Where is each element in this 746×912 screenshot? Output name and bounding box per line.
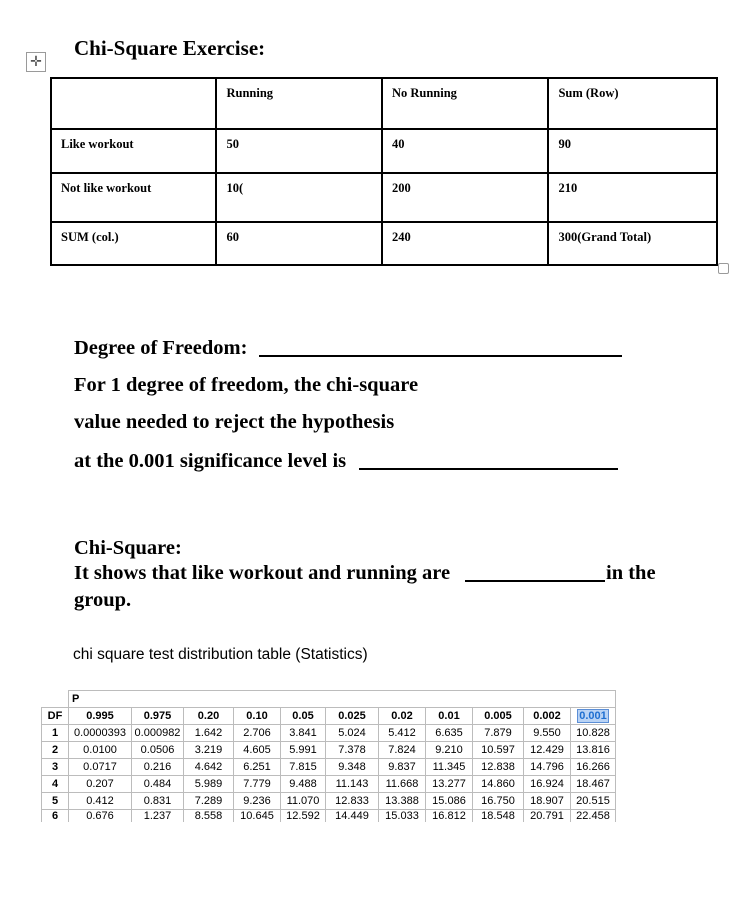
table-cell: 0.000982 [132,725,184,742]
table-cell: 11.070 [281,793,326,810]
table-row [42,691,616,708]
table-cell: 14.860 [473,776,524,793]
table-cell: 16.266 [571,759,616,776]
selected-column-header: 0.001 [579,710,607,722]
df-header: DF [42,708,69,725]
table-cell: 1.642 [184,725,234,742]
table-cell: 12.429 [524,742,571,759]
chi-square-line-end: in the [606,562,656,584]
column-header: 0.995 [69,708,132,725]
dof-label: Degree of Freedom: [74,337,248,359]
table-cell: 16.812 [426,810,473,823]
table-cell: 7.879 [473,725,524,742]
table-cell[interactable]: Running [216,78,381,129]
column-header: 0.002 [524,708,571,725]
dof-answer-blank[interactable] [259,355,622,357]
table-cell[interactable]: 240 [382,222,548,265]
table-cell: 10.828 [571,725,616,742]
table-cell: 4.642 [184,759,234,776]
table-row [51,173,717,222]
chi-square-line-start: It shows that like workout and running are [74,562,451,584]
p-label: P [69,691,616,708]
df-cell: 2 [42,742,69,759]
column-header: 0.10 [234,708,281,725]
df-cell: 6 [42,810,69,823]
table-cell: 10.645 [234,810,281,823]
table-cell: 15.086 [426,793,473,810]
table-cell[interactable]: 90 [548,129,717,173]
column-header: 0.02 [379,708,426,725]
table-row [42,725,616,742]
table-cell[interactable]: 200 [382,173,548,222]
table-row [42,793,616,810]
chi-square-line-last: group. [74,589,132,611]
table-cell: 1.237 [132,810,184,823]
question-line-2: value needed to reject the hypothesis [74,411,395,433]
contingency-table [50,77,718,266]
table-resize-handle[interactable] [718,263,729,274]
table-cell: 10.597 [473,742,524,759]
df-cell: 4 [42,776,69,793]
table-cell: 16.750 [473,793,524,810]
table-cell: 11.668 [379,776,426,793]
table-cell[interactable]: Not like workout [51,173,216,222]
table-row [51,222,717,265]
table-cell: 0.831 [132,793,184,810]
table-cell: 9.550 [524,725,571,742]
table-cell: 7.289 [184,793,234,810]
table-row [42,810,616,823]
table-cell: 12.833 [326,793,379,810]
table-cell: 0.216 [132,759,184,776]
table-cell: 3.841 [281,725,326,742]
table-cell: 15.033 [379,810,426,823]
table-cell[interactable] [51,78,216,129]
table-cell: 5.412 [379,725,426,742]
table-cell[interactable]: 50 [216,129,381,173]
table-cell: 9.348 [326,759,379,776]
table-cell: 5.989 [184,776,234,793]
table-cell[interactable]: No Running [382,78,548,129]
table-cell: 7.378 [326,742,379,759]
table-cell[interactable]: Sum (Row) [548,78,717,129]
table-cell [42,691,69,708]
table-row [42,742,616,759]
table-cell[interactable]: Like workout [51,129,216,173]
table-cell: 5.024 [326,725,379,742]
table-cell: 0.207 [69,776,132,793]
table-cell: 18.548 [473,810,524,823]
table-cell: 13.277 [426,776,473,793]
table-cell: 13.816 [571,742,616,759]
table-cell[interactable]: SUM (col.) [51,222,216,265]
table-cell: 0.412 [69,793,132,810]
critical-value-blank[interactable] [359,468,618,470]
table-row [42,776,616,793]
table-cell: 0.0100 [69,742,132,759]
table-cell: 2.706 [234,725,281,742]
table-row [42,759,616,776]
table-cell: 0.0000393 [69,725,132,742]
page-title: Chi-Square Exercise: [74,36,266,60]
table-cell: 0.0717 [69,759,132,776]
table-row [42,708,616,725]
question-line-1: For 1 degree of freedom, the chi-square [74,374,419,396]
table-cell: 14.449 [326,810,379,823]
table-row [51,78,717,129]
table-cell: 18.467 [571,776,616,793]
table-cell[interactable]: 40 [382,129,548,173]
table-cell: 20.515 [571,793,616,810]
column-header: 0.05 [281,708,326,725]
df-cell: 3 [42,759,69,776]
table-cell: 6.635 [426,725,473,742]
table-row [51,129,717,173]
table-cell: 7.815 [281,759,326,776]
table-caption: chi square test distribution table (Statistics) [73,646,368,663]
df-cell: 1 [42,725,69,742]
table-cell[interactable]: 300(Grand Total) [548,222,717,265]
table-cell: 8.558 [184,810,234,823]
column-header: 0.01 [426,708,473,725]
table-cell: 9.236 [234,793,281,810]
table-cell: 14.796 [524,759,571,776]
column-header: 0.20 [184,708,234,725]
table-cell: 18.907 [524,793,571,810]
column-header: 0.025 [326,708,379,725]
table-cell: 5.991 [281,742,326,759]
table-cell: 12.838 [473,759,524,776]
chi-square-heading: Chi-Square: [74,537,182,559]
column-header [571,708,616,725]
table-cell: 7.779 [234,776,281,793]
table-cell: 22.458 [571,810,616,823]
column-header: 0.975 [132,708,184,725]
chi-square-distribution-table-image [41,690,616,822]
table-cell: 13.388 [379,793,426,810]
table-cell: 9.488 [281,776,326,793]
table-cell[interactable]: 210 [548,173,717,222]
table-cell: 0.484 [132,776,184,793]
table-cell[interactable]: 10( [216,173,381,222]
table-cell: 0.0506 [132,742,184,759]
table-cell: 20.791 [524,810,571,823]
table-cell: 4.605 [234,742,281,759]
table-cell: 12.592 [281,810,326,823]
table-cell: 11.345 [426,759,473,776]
table-cell: 6.251 [234,759,281,776]
table-cell: 16.924 [524,776,571,793]
chi-square-answer-blank[interactable] [465,580,605,582]
table-cell[interactable]: 60 [216,222,381,265]
question-line-3: at the 0.001 significance level is [74,450,347,472]
column-header: 0.005 [473,708,524,725]
table-cell: 9.837 [379,759,426,776]
distribution-table [41,690,616,822]
table-cell: 11.143 [326,776,379,793]
table-move-handle-icon[interactable]: ✛ [26,52,46,72]
df-cell: 5 [42,793,69,810]
table-cell: 0.676 [69,810,132,823]
table-cell: 3.219 [184,742,234,759]
table-cell: 7.824 [379,742,426,759]
table-cell: 9.210 [426,742,473,759]
